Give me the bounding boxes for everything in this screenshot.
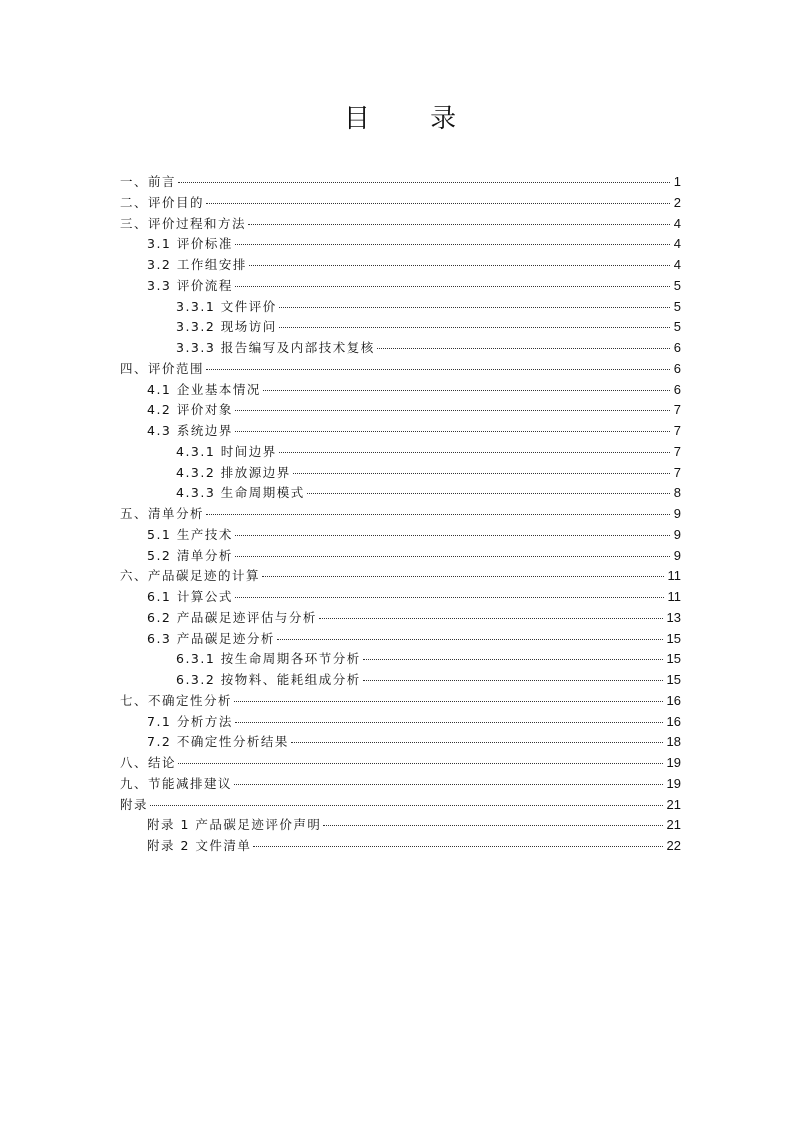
toc-entry-page: 6	[673, 381, 681, 397]
toc-entry-page: 7	[673, 423, 681, 438]
toc-entry[interactable]	[120, 317, 681, 338]
toc-entry-page: 18	[666, 734, 681, 750]
toc-entry-label: 4.1 企业基本情况	[147, 381, 261, 397]
toc-entry-page: 7	[673, 402, 681, 418]
toc-entry-page: 6	[673, 340, 681, 355]
toc-entry-page: 5	[673, 319, 681, 335]
toc-entry-page: 15	[666, 672, 681, 687]
toc-entry[interactable]	[120, 836, 681, 857]
dot-leader	[293, 473, 670, 474]
dot-leader	[234, 784, 663, 785]
toc-entry-label: 八、结论	[120, 755, 177, 770]
toc-entry-page: 9	[673, 506, 681, 521]
dot-leader	[235, 535, 670, 536]
dot-leader	[279, 452, 670, 453]
toc-entry-label: 六、产品碳足迹的计算	[120, 568, 261, 584]
toc-entry[interactable]	[120, 504, 681, 525]
dot-leader	[235, 597, 664, 598]
toc-entry[interactable]	[120, 255, 681, 276]
toc-entry-label: 5.1 生产技术	[147, 526, 233, 542]
toc-entry-label: 7.2 不确定性分析结果	[147, 734, 289, 750]
toc-entry-label: 3.1 评价标准	[147, 236, 233, 252]
toc-title: 目 录	[343, 104, 483, 134]
dot-leader	[235, 410, 670, 411]
toc-entry[interactable]	[120, 276, 681, 297]
toc-entry-page: 9	[673, 526, 681, 542]
toc-entry-page: 5	[673, 298, 681, 314]
dot-leader	[262, 576, 663, 577]
toc-entry[interactable]	[120, 483, 681, 504]
dot-leader	[377, 348, 670, 349]
toc-entry-page: 15	[666, 651, 681, 667]
toc-entry-label: 四、评价范围	[120, 360, 205, 376]
dot-leader	[307, 493, 670, 494]
toc-entry-label: 4.3.3 生命周期模式	[176, 485, 305, 501]
dot-leader	[206, 369, 670, 370]
toc-entry-label: 七、不确定性分析	[120, 692, 233, 708]
toc-entry-page: 4	[673, 257, 681, 272]
toc-entry[interactable]	[120, 297, 681, 318]
toc-entry[interactable]	[120, 380, 681, 401]
toc-entry-page: 4	[673, 236, 681, 252]
toc-entry[interactable]	[120, 753, 681, 774]
toc-entry-page: 1	[673, 174, 681, 189]
toc-entry[interactable]	[120, 234, 681, 255]
toc-entry-label: 九、节能减排建议	[120, 775, 233, 791]
dot-leader	[249, 265, 670, 266]
toc-entry-page: 21	[666, 817, 681, 833]
toc-entry-label: 4.3 系统边界	[147, 423, 233, 438]
toc-entry-label: 4.2 评价对象	[147, 402, 233, 418]
toc-entry[interactable]	[120, 400, 681, 421]
toc-entry-page: 2	[673, 194, 681, 210]
toc-entry-label: 附录 2 文件清单	[147, 838, 252, 853]
toc-entry-page: 11	[667, 589, 681, 604]
toc-entry-page: 16	[666, 713, 681, 729]
toc-entry-label: 6.3 产品碳足迹分析	[147, 630, 275, 646]
toc-entry-page: 15	[666, 630, 681, 646]
toc-entry-label: 6.2 产品碳足迹评估与分析	[147, 609, 317, 625]
toc-entry-label: 二、评价目的	[120, 194, 205, 210]
toc-entry[interactable]	[120, 815, 681, 836]
toc-entry-label: 4.3.2 排放源边界	[176, 464, 291, 480]
table-of-contents	[120, 172, 681, 857]
toc-entry[interactable]	[120, 421, 681, 442]
toc-entry-label: 3.2 工作组安排	[147, 257, 247, 272]
toc-entry[interactable]	[120, 691, 681, 712]
dot-leader	[178, 182, 670, 183]
dot-leader	[150, 805, 663, 806]
toc-entry-label: 5.2 清单分析	[147, 547, 233, 563]
toc-entry-page: 7	[673, 464, 681, 480]
toc-entry[interactable]	[120, 214, 681, 235]
dot-leader	[206, 203, 670, 204]
toc-entry[interactable]	[120, 670, 681, 691]
toc-entry-page: 5	[673, 277, 681, 293]
dot-leader	[363, 659, 663, 660]
dot-leader	[235, 722, 663, 723]
toc-entry-page: 6	[673, 360, 681, 376]
dot-leader	[253, 846, 662, 847]
dot-leader	[235, 556, 670, 557]
dot-leader	[206, 514, 670, 515]
dot-leader	[363, 680, 663, 681]
toc-entry[interactable]	[120, 463, 681, 484]
toc-entry-label: 3.3.3 报告编写及内部技术复核	[176, 340, 375, 355]
dot-leader	[178, 763, 663, 764]
toc-entry-label: 附录 1 产品碳足迹评价声明	[147, 817, 322, 833]
toc-entry-label: 五、清单分析	[120, 506, 205, 521]
toc-entry-label: 3.3.1 文件评价	[176, 298, 277, 314]
toc-entry-label: 附录	[120, 796, 149, 812]
dot-leader	[263, 390, 670, 391]
toc-entry-page: 8	[673, 485, 681, 501]
toc-entry[interactable]	[120, 649, 681, 670]
toc-entry[interactable]	[120, 774, 681, 795]
toc-entry-page: 7	[673, 443, 681, 459]
toc-entry[interactable]	[120, 338, 681, 359]
toc-entry[interactable]	[120, 566, 681, 587]
toc-entry-label: 3.3.2 现场访问	[176, 319, 277, 335]
toc-entry[interactable]	[120, 172, 681, 193]
toc-entry[interactable]	[120, 546, 681, 567]
toc-entry[interactable]	[120, 712, 681, 733]
dot-leader	[248, 224, 670, 225]
toc-entry-page: 21	[666, 796, 681, 812]
toc-entry[interactable]	[120, 587, 681, 608]
dot-leader	[323, 825, 662, 826]
toc-entry-label: 6.3.1 按生命周期各环节分析	[176, 651, 361, 667]
toc-entry-label: 6.1 计算公式	[147, 589, 233, 604]
toc-entry[interactable]	[120, 608, 681, 629]
toc-entry-page: 16	[666, 692, 681, 708]
toc-entry[interactable]	[120, 442, 681, 463]
dot-leader	[279, 307, 670, 308]
toc-entry-page: 13	[666, 609, 681, 625]
toc-entry[interactable]	[120, 795, 681, 816]
toc-entry[interactable]	[120, 359, 681, 380]
dot-leader	[235, 431, 670, 432]
dot-leader	[319, 618, 663, 619]
dot-leader	[279, 327, 670, 328]
toc-entry-page: 22	[666, 838, 681, 853]
toc-entry-page: 19	[666, 775, 681, 791]
toc-entry-page: 9	[673, 547, 681, 563]
toc-entry-label: 6.3.2 按物料、能耗组成分析	[176, 672, 361, 687]
dot-leader	[235, 286, 670, 287]
toc-entry-page: 11	[667, 568, 681, 584]
dot-leader	[291, 742, 663, 743]
toc-entry[interactable]	[120, 629, 681, 650]
toc-entry-page: 4	[673, 215, 681, 231]
dot-leader	[235, 244, 670, 245]
toc-entry-label: 一、前言	[120, 174, 177, 189]
toc-entry-label: 7.1 分析方法	[147, 713, 233, 729]
dot-leader	[234, 701, 663, 702]
toc-entry-page: 19	[666, 755, 681, 770]
toc-entry-label: 4.3.1 时间边界	[176, 443, 277, 459]
dot-leader	[277, 639, 663, 640]
toc-entry[interactable]	[120, 732, 681, 753]
toc-entry-label: 3.3 评价流程	[147, 277, 233, 293]
toc-entry[interactable]	[120, 193, 681, 214]
toc-entry[interactable]	[120, 525, 681, 546]
toc-entry-label: 三、评价过程和方法	[120, 215, 247, 231]
